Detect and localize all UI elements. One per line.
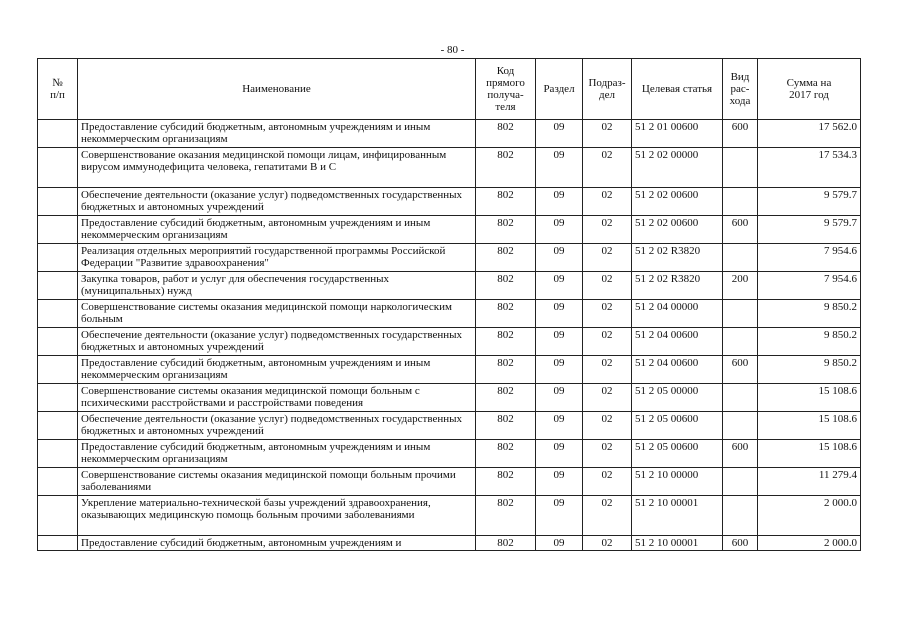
table-row bbox=[38, 536, 861, 551]
cell-subsection: 02 bbox=[583, 148, 632, 188]
table-row bbox=[38, 148, 861, 188]
cell-name: Предоставление субсидий бюджетным, автономным учреждениям и bbox=[78, 536, 476, 551]
table-row bbox=[38, 272, 861, 300]
cell-code: 802 bbox=[476, 272, 536, 300]
cell-num bbox=[38, 440, 78, 468]
cell-article: 51 2 05 00000 bbox=[632, 384, 723, 412]
cell-num bbox=[38, 536, 78, 551]
cell-section: 09 bbox=[536, 440, 583, 468]
table-row bbox=[38, 356, 861, 384]
cell-code: 802 bbox=[476, 412, 536, 440]
cell-sum: 17 534.3 bbox=[758, 148, 861, 188]
cell-subsection: 02 bbox=[583, 412, 632, 440]
cell-num bbox=[38, 120, 78, 148]
cell-expense: 600 bbox=[723, 440, 758, 468]
cell-name: Предоставление субсидий бюджетным, автономным учреждениям и иным некоммерческим организациям bbox=[78, 440, 476, 468]
cell-expense: 600 bbox=[723, 120, 758, 148]
header-sum: Сумма на 2017 год bbox=[758, 59, 861, 120]
cell-article: 51 2 04 00600 bbox=[632, 328, 723, 356]
cell-code: 802 bbox=[476, 536, 536, 551]
header-section: Раздел bbox=[536, 59, 583, 120]
cell-expense bbox=[723, 188, 758, 216]
cell-expense bbox=[723, 244, 758, 272]
table-row bbox=[38, 120, 861, 148]
cell-name: Обеспечение деятельности (оказание услуг) подведомственных государственных бюджетных и автономных учреждений bbox=[78, 412, 476, 440]
cell-sum: 9 850.2 bbox=[758, 328, 861, 356]
cell-subsection: 02 bbox=[583, 120, 632, 148]
cell-section: 09 bbox=[536, 468, 583, 496]
cell-section: 09 bbox=[536, 536, 583, 551]
cell-expense: 600 bbox=[723, 356, 758, 384]
budget-table bbox=[37, 58, 861, 551]
header-subsection: Подраз- дел bbox=[583, 59, 632, 120]
cell-num bbox=[38, 412, 78, 440]
cell-code: 802 bbox=[476, 148, 536, 188]
cell-expense bbox=[723, 412, 758, 440]
cell-name: Укрепление материально-технической базы учреждений здравоохранения, оказывающих медицинскую помощь больным прочими заболеваниями bbox=[78, 496, 476, 536]
cell-sum: 11 279.4 bbox=[758, 468, 861, 496]
cell-expense: 600 bbox=[723, 216, 758, 244]
cell-section: 09 bbox=[536, 356, 583, 384]
cell-sum: 15 108.6 bbox=[758, 384, 861, 412]
cell-article: 51 2 02 00000 bbox=[632, 148, 723, 188]
cell-section: 09 bbox=[536, 328, 583, 356]
cell-subsection: 02 bbox=[583, 384, 632, 412]
cell-article: 51 2 04 00000 bbox=[632, 300, 723, 328]
cell-article: 51 2 02 R3820 bbox=[632, 272, 723, 300]
cell-article: 51 2 02 R3820 bbox=[632, 244, 723, 272]
cell-section: 09 bbox=[536, 188, 583, 216]
cell-expense bbox=[723, 300, 758, 328]
cell-article: 51 2 01 00600 bbox=[632, 120, 723, 148]
cell-subsection: 02 bbox=[583, 536, 632, 551]
cell-sum: 9 850.2 bbox=[758, 300, 861, 328]
cell-section: 09 bbox=[536, 300, 583, 328]
header-article: Целевая статья bbox=[632, 59, 723, 120]
cell-name: Совершенствование системы оказания медицинской помощи больным прочими заболеваниями bbox=[78, 468, 476, 496]
cell-expense bbox=[723, 468, 758, 496]
cell-num bbox=[38, 272, 78, 300]
table-row bbox=[38, 468, 861, 496]
cell-subsection: 02 bbox=[583, 300, 632, 328]
cell-code: 802 bbox=[476, 496, 536, 536]
cell-section: 09 bbox=[536, 148, 583, 188]
cell-article: 51 2 05 00600 bbox=[632, 440, 723, 468]
cell-name: Совершенствование системы оказания медицинской помощи наркологическим больным bbox=[78, 300, 476, 328]
cell-num bbox=[38, 300, 78, 328]
cell-code: 802 bbox=[476, 300, 536, 328]
cell-sum: 9 579.7 bbox=[758, 188, 861, 216]
cell-code: 802 bbox=[476, 468, 536, 496]
cell-num bbox=[38, 384, 78, 412]
table-row bbox=[38, 188, 861, 216]
cell-sum: 17 562.0 bbox=[758, 120, 861, 148]
header-expense: Вид рас- хода bbox=[723, 59, 758, 120]
cell-sum: 15 108.6 bbox=[758, 440, 861, 468]
page-number: - 80 - bbox=[440, 44, 465, 56]
cell-code: 802 bbox=[476, 440, 536, 468]
cell-name: Закупка товаров, работ и услуг для обеспечения государственных (муниципальных) нужд bbox=[78, 272, 476, 300]
cell-name: Обеспечение деятельности (оказание услуг) подведомственных государственных бюджетных и автономных учреждений bbox=[78, 328, 476, 356]
cell-num bbox=[38, 244, 78, 272]
cell-num bbox=[38, 468, 78, 496]
cell-sum: 2 000.0 bbox=[758, 536, 861, 551]
table-row bbox=[38, 216, 861, 244]
cell-subsection: 02 bbox=[583, 272, 632, 300]
cell-subsection: 02 bbox=[583, 496, 632, 536]
cell-article: 51 2 02 00600 bbox=[632, 188, 723, 216]
cell-name: Предоставление субсидий бюджетным, автономным учреждениям и иным некоммерческим организациям bbox=[78, 216, 476, 244]
cell-name: Совершенствование оказания медицинской помощи лицам, инфицированным вирусом иммунодефицита человека, гепатитами В и С bbox=[78, 148, 476, 188]
cell-code: 802 bbox=[476, 244, 536, 272]
cell-sum: 2 000.0 bbox=[758, 496, 861, 536]
cell-sum: 9 579.7 bbox=[758, 216, 861, 244]
cell-name: Предоставление субсидий бюджетным, автономным учреждениям и иным некоммерческим организациям bbox=[78, 356, 476, 384]
cell-num bbox=[38, 496, 78, 536]
cell-sum: 7 954.6 bbox=[758, 272, 861, 300]
cell-num bbox=[38, 328, 78, 356]
cell-expense: 600 bbox=[723, 536, 758, 551]
cell-section: 09 bbox=[536, 216, 583, 244]
cell-article: 51 2 02 00600 bbox=[632, 216, 723, 244]
table-row bbox=[38, 496, 861, 536]
cell-section: 09 bbox=[536, 496, 583, 536]
cell-code: 802 bbox=[476, 188, 536, 216]
cell-subsection: 02 bbox=[583, 188, 632, 216]
cell-section: 09 bbox=[536, 272, 583, 300]
cell-article: 51 2 04 00600 bbox=[632, 356, 723, 384]
table-row bbox=[38, 440, 861, 468]
cell-section: 09 bbox=[536, 244, 583, 272]
cell-expense bbox=[723, 148, 758, 188]
cell-sum: 7 954.6 bbox=[758, 244, 861, 272]
cell-code: 802 bbox=[476, 384, 536, 412]
cell-subsection: 02 bbox=[583, 468, 632, 496]
cell-article: 51 2 10 00001 bbox=[632, 496, 723, 536]
table-row bbox=[38, 244, 861, 272]
cell-num bbox=[38, 188, 78, 216]
cell-code: 802 bbox=[476, 216, 536, 244]
cell-sum: 15 108.6 bbox=[758, 412, 861, 440]
cell-article: 51 2 05 00600 bbox=[632, 412, 723, 440]
cell-name: Предоставление субсидий бюджетным, автономным учреждениям и иным некоммерческим организациям bbox=[78, 120, 476, 148]
cell-expense bbox=[723, 328, 758, 356]
cell-expense bbox=[723, 384, 758, 412]
table-row bbox=[38, 384, 861, 412]
cell-section: 09 bbox=[536, 384, 583, 412]
cell-subsection: 02 bbox=[583, 216, 632, 244]
header-name: Наименование bbox=[78, 59, 476, 120]
table-header-row bbox=[38, 59, 861, 120]
cell-name: Реализация отдельных мероприятий государственной программы Российской Федерации "Развитие здравоохранения" bbox=[78, 244, 476, 272]
cell-section: 09 bbox=[536, 120, 583, 148]
header-num: № п/п bbox=[38, 59, 78, 120]
cell-code: 802 bbox=[476, 120, 536, 148]
cell-code: 802 bbox=[476, 356, 536, 384]
cell-num bbox=[38, 216, 78, 244]
cell-code: 802 bbox=[476, 328, 536, 356]
table-row bbox=[38, 300, 861, 328]
cell-num bbox=[38, 148, 78, 188]
cell-subsection: 02 bbox=[583, 244, 632, 272]
cell-subsection: 02 bbox=[583, 328, 632, 356]
cell-subsection: 02 bbox=[583, 440, 632, 468]
cell-sum: 9 850.2 bbox=[758, 356, 861, 384]
cell-num bbox=[38, 356, 78, 384]
cell-name: Совершенствование системы оказания медицинской помощи больным с психическими расстройствами и расстройствами поведения bbox=[78, 384, 476, 412]
table-row bbox=[38, 412, 861, 440]
cell-section: 09 bbox=[536, 412, 583, 440]
cell-expense: 200 bbox=[723, 272, 758, 300]
cell-subsection: 02 bbox=[583, 356, 632, 384]
cell-expense bbox=[723, 496, 758, 536]
cell-article: 51 2 10 00001 bbox=[632, 536, 723, 551]
header-code: Код прямого получа- теля bbox=[476, 59, 536, 120]
table-row bbox=[38, 328, 861, 356]
cell-article: 51 2 10 00000 bbox=[632, 468, 723, 496]
cell-name: Обеспечение деятельности (оказание услуг) подведомственных государственных бюджетных и автономных учреждений bbox=[78, 188, 476, 216]
